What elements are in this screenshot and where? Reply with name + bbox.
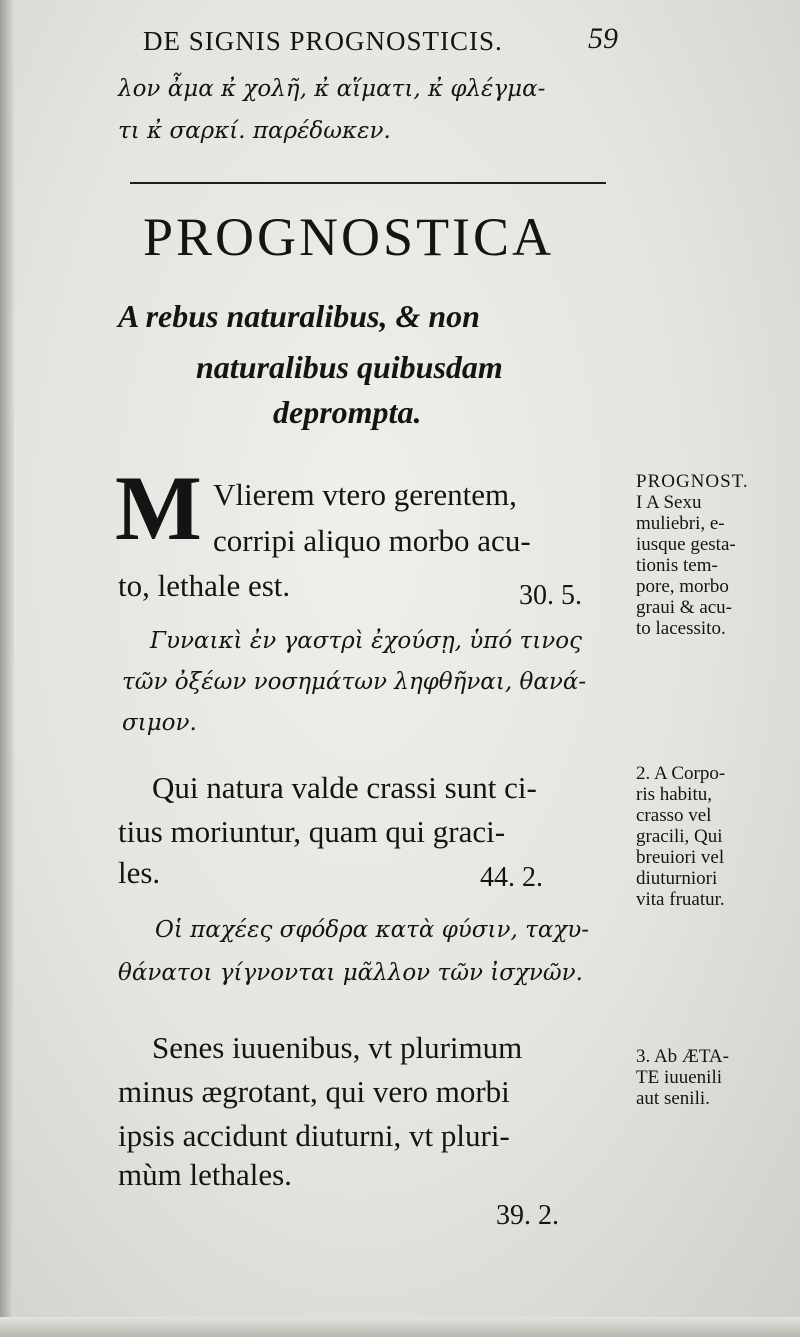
margin-note-1-line: tionis tem- (636, 555, 718, 576)
aphorism-2-line-3: les. (118, 855, 161, 890)
page-left-edge (0, 0, 14, 1337)
greek-1-line-3: σιμον. (122, 710, 197, 736)
section-title: PROGNOSTICA (143, 207, 555, 267)
aphorism-2-line-2: tius moriuntur, quam qui graci- (118, 814, 506, 849)
margin-note-2-line: vita fruatur. (636, 889, 725, 910)
aphorism-1-line-1: Vlierem vtero gerentem, (213, 477, 517, 512)
aphorism-3-line-2: minus ægrotant, qui vero morbi (118, 1074, 510, 1109)
greek-1-line-1: Γυναικὶ ἐν γαστρὶ ἐχούσῃ, ὑπό τινος (150, 628, 582, 654)
margin-note-3-line: 3. Ab ÆTA- (636, 1046, 729, 1067)
margin-note-1-line: iusque gesta- (636, 534, 736, 555)
subtitle-line-3: deprompta. (273, 394, 422, 430)
aphorism-1-line-2: corripi aliquo morbo acu- (213, 523, 531, 558)
margin-note-1-line: muliebri, e- (636, 513, 725, 534)
margin-note-1-line: I A Sexu (636, 492, 702, 513)
aphorism-3-reference: 39. 2. (496, 1200, 559, 1231)
margin-note-1-line: to lacessito. (636, 618, 726, 639)
greek-top-line-1: λον ἆμα κ̓ χολῆ, κ̓ αἵματι, κ̓ φλέγμα- (118, 76, 546, 102)
margin-note-2-line: gracili, Qui (636, 826, 723, 847)
margin-note-3-line: TE iuuenili (636, 1067, 723, 1088)
horizontal-rule (130, 182, 606, 184)
greek-1-line-2: τῶν ὀξέων νοσημάτων ληφθῆναι, θανά- (122, 669, 587, 695)
subtitle-line-1: A rebus naturalibus, & non (118, 298, 480, 334)
margin-note-1-line: PROGNOST. (636, 471, 749, 492)
margin-note-2-line: diuturniori (636, 868, 718, 889)
margin-note-2-line: breuiori vel (636, 847, 725, 868)
margin-note-1-line: graui & acu- (636, 597, 733, 618)
margin-note-1-line: pore, morbo (636, 576, 729, 597)
margin-note-2-line: crasso vel (636, 805, 712, 826)
greek-2-line-1: Οἱ παχέες σφόδρα κατὰ φύσιν, ταχυ- (155, 917, 590, 943)
page-bottom-edge (0, 1317, 800, 1337)
aphorism-3-line-3: ipsis accidunt diuturni, vt pluri- (118, 1118, 510, 1153)
drop-cap: M (115, 457, 202, 559)
aphorism-1-reference: 30. 5. (519, 580, 582, 611)
subtitle-line-2: naturalibus quibusdam (196, 349, 503, 385)
margin-note-2-line: 2. A Corpo- (636, 763, 726, 784)
margin-note-3-line: aut senili. (636, 1088, 710, 1109)
margin-note-2-line: ris habitu, (636, 784, 712, 805)
greek-2-line-2: θάνατοι γίγνονται μᾶλλον τῶν ἰσχνῶν. (118, 960, 583, 986)
page-number: 59 (588, 22, 618, 55)
greek-top-line-2: τι κ̓ σαρκί. παρέδωκεν. (118, 118, 391, 144)
aphorism-3-line-1: Senes iuuenibus, vt plurimum (152, 1030, 523, 1065)
aphorism-2-line-1: Qui natura valde crassi sunt ci- (152, 770, 537, 805)
margin-note-1 (636, 471, 749, 639)
aphorism-1-line-3: to, lethale est. (118, 568, 291, 603)
margin-note-2 (636, 763, 725, 910)
margin-note-3 (636, 1046, 729, 1109)
aphorism-3-line-4: mùm lethales. (118, 1157, 292, 1192)
aphorism-2-reference: 44. 2. (480, 862, 543, 893)
running-head: DE SIGNIS PROGNOSTICIS. (143, 26, 503, 56)
